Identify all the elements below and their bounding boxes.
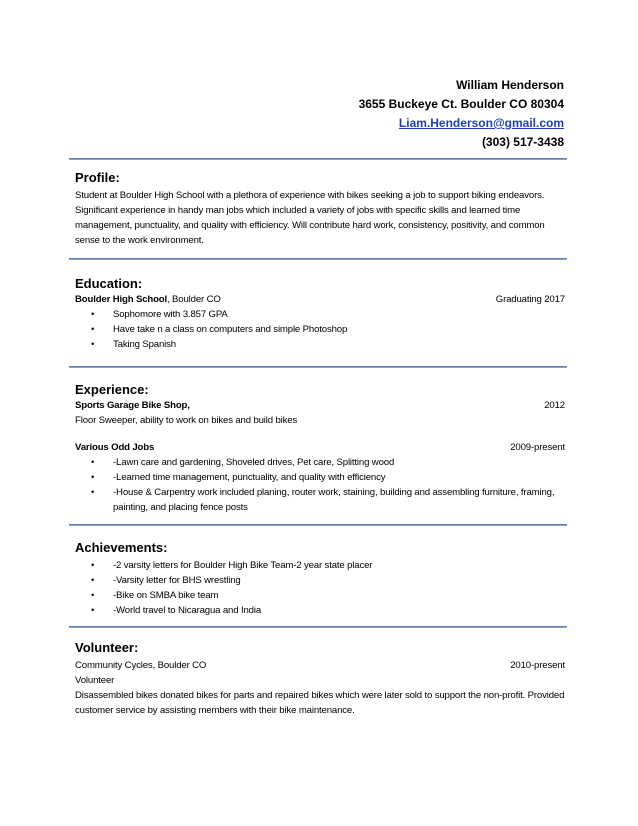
bullet-icon: • xyxy=(91,560,95,571)
volunteer-heading: Volunteer: xyxy=(75,640,139,655)
volunteer-org: Community Cycles, Boulder CO xyxy=(75,660,207,671)
job-name: Various Odd Jobs xyxy=(75,442,155,453)
phone: (303) 517-3438 xyxy=(481,135,564,149)
job-description: Floor Sweeper, ability to work on bikes and build bikes xyxy=(75,415,298,426)
list-item: • Have take n a class on computers and simple Photoshop xyxy=(91,324,348,335)
list-item: • Sophomore with 3.857 GPA xyxy=(91,309,228,320)
experience-heading: Experience: xyxy=(75,382,149,397)
list-item: • Taking Spanish xyxy=(91,339,176,350)
achievements-heading: Achievements: xyxy=(75,540,168,555)
bullet-icon: • xyxy=(91,457,95,468)
list-item: • -2 varsity letters for Boulder High Bike Team-2 year state placer xyxy=(91,560,373,571)
list-item: • -Learned time management, punctuality, and quality with efficiency xyxy=(91,472,386,483)
bullet-icon: • xyxy=(91,339,95,350)
address: 3655 Buckeye Ct. Boulder CO 80304 xyxy=(358,97,564,111)
education-section xyxy=(75,276,565,352)
volunteer-role: Volunteer xyxy=(75,675,115,686)
list-item: • -Varsity letter for BHS wrestling xyxy=(91,575,241,586)
bullet-icon: • xyxy=(91,575,95,586)
school-location: , Boulder CO xyxy=(167,294,221,305)
section-divider xyxy=(69,158,567,160)
job-row xyxy=(75,440,565,455)
profile-text: Student at Boulder High School with a plethora of experience with bikes seeking a job to support biking endeavors. Significant experience in handy man jobs which included a variety of jobs with specific skills and learned time management, punctuality, and quality with efficiency. Will contribute hard work, consistency, positivity, and common sense to the work environment. xyxy=(75,190,545,246)
section-divider xyxy=(69,366,567,368)
profile-heading: Profile: xyxy=(75,170,120,185)
education-heading: Education: xyxy=(75,276,143,291)
job-name: Sports Garage Bike Shop, xyxy=(75,400,190,411)
section-divider xyxy=(69,524,567,526)
job-date: 2009-present xyxy=(510,442,565,453)
education-row xyxy=(75,292,565,307)
list-item: • -House & Carpentry work included planing, router work, staining, building and assembling furniture, framing, painting, and placing fence posts xyxy=(91,487,555,513)
section-divider xyxy=(69,258,567,260)
email-link[interactable]: Liam.Henderson@gmail.com xyxy=(398,116,564,130)
bullet-icon: • xyxy=(91,487,95,498)
achievements-bullets xyxy=(75,558,565,618)
education-bullets xyxy=(75,307,565,352)
bullet-icon: • xyxy=(91,309,95,320)
volunteer-description: Disassembled bikes donated bikes for parts and repaired bikes which were later sold to support the non-profit. Provided customer service by assisting members with their bike maintenance. xyxy=(75,690,565,716)
education-date: Graduating 2017 xyxy=(495,294,565,305)
experience-section xyxy=(75,382,565,515)
section-divider xyxy=(69,626,567,628)
contact-header xyxy=(359,76,564,152)
list-item: • -Lawn care and gardening, Shoveled drives, Pet care, Splitting wood xyxy=(91,457,395,468)
volunteer-row xyxy=(75,658,565,673)
volunteer-date: 2010-present xyxy=(510,660,565,671)
job-bullets xyxy=(75,455,565,515)
bullet-icon: • xyxy=(91,472,95,483)
bullet-icon: • xyxy=(91,605,95,616)
list-item: • -Bike on SMBA bike team xyxy=(91,590,219,601)
achievements-section xyxy=(75,540,565,618)
bullet-icon: • xyxy=(91,324,95,335)
bullet-icon: • xyxy=(91,590,95,601)
school-name: Boulder High School xyxy=(75,294,168,305)
list-item: • -World travel to Nicaragua and India xyxy=(91,605,262,616)
job-row xyxy=(75,398,565,413)
profile-section xyxy=(75,170,565,248)
volunteer-section xyxy=(75,640,565,718)
job-date: 2012 xyxy=(544,400,565,411)
applicant-name: William Henderson xyxy=(456,78,564,92)
